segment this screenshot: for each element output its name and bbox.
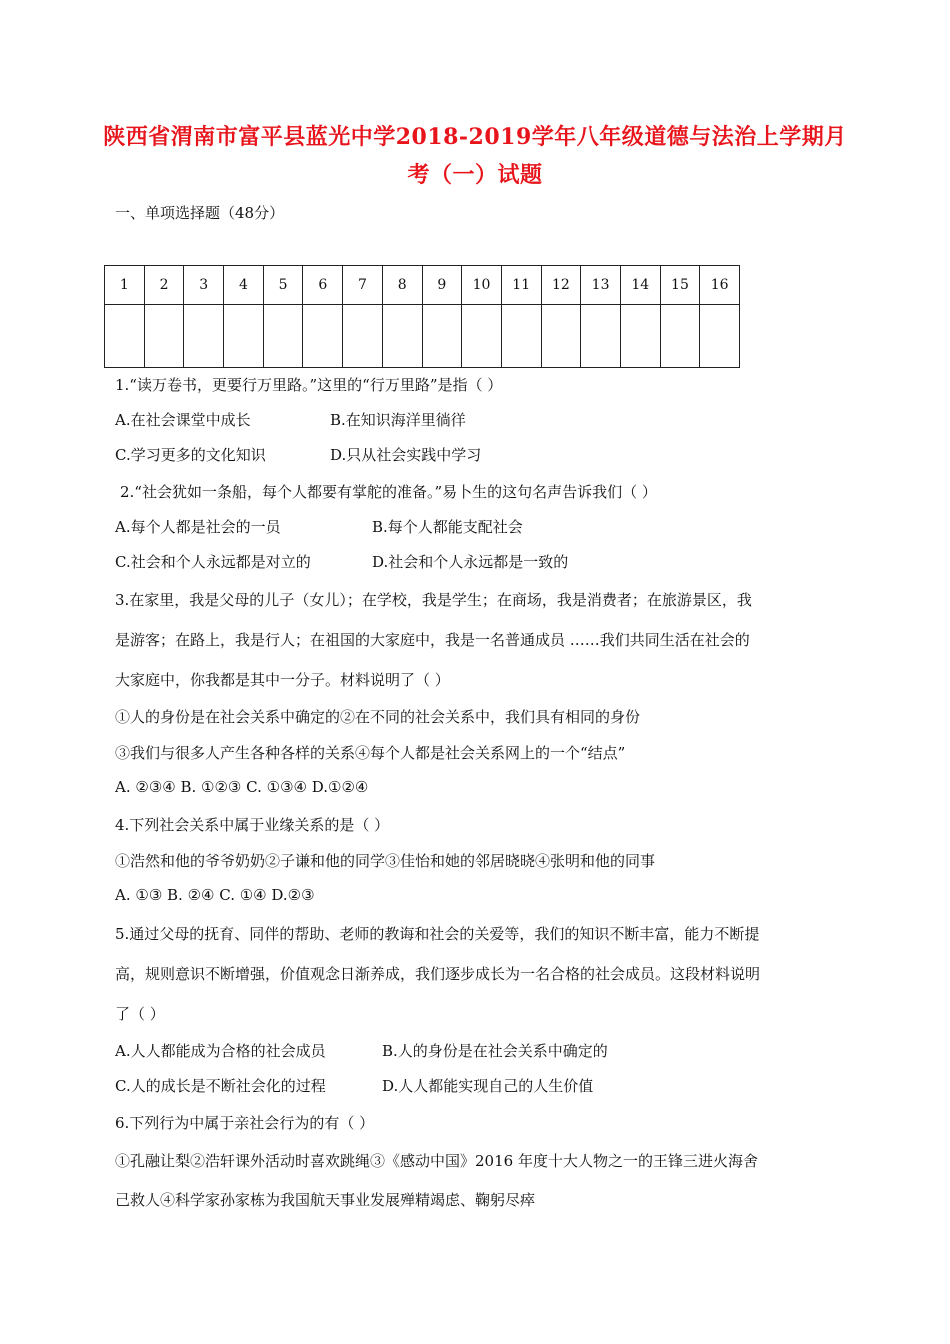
answer-number-cell: 14	[620, 266, 660, 305]
answer-table-blank-row	[105, 305, 740, 368]
answer-blank-cell[interactable]	[343, 305, 383, 368]
answer-number-cell: 9	[422, 266, 462, 305]
answer-number-cell: 11	[501, 266, 541, 305]
section-heading: 一、单项选择题（48分）	[115, 204, 285, 222]
question-3-statements-2: ③我们与很多人产生各种各样的关系④每个人都是社会关系网上的一个“结点”	[115, 744, 626, 762]
question-1-option-a: A.在社会课堂中成长	[115, 411, 251, 429]
question-2-option-a: A.每个人都是社会的一员	[115, 518, 281, 536]
question-1-option-d: D.只从社会实践中学习	[330, 446, 482, 464]
answer-number-cell: 12	[541, 266, 581, 305]
question-1-option-b: B.在知识海洋里徜徉	[330, 411, 466, 429]
answer-number-cell: 6	[303, 266, 343, 305]
answer-number-cell: 16	[700, 266, 740, 305]
exam-title-line-2: 考（一）试题	[407, 162, 543, 188]
answer-number-cell: 13	[581, 266, 621, 305]
answer-blank-cell[interactable]	[501, 305, 541, 368]
question-3-stem-line-2: 是游客；在路上，我是行人；在祖国的大家庭中，我是一名普通成员 ……我们共同生活在社会的	[115, 631, 750, 649]
answer-number-cell: 3	[184, 266, 224, 305]
answer-blank-cell[interactable]	[303, 305, 343, 368]
question-3-options: A. ②③④ B. ①②③ C. ①③④ D.①②④	[115, 778, 369, 796]
answer-number-cell: 4	[224, 266, 264, 305]
question-6-statements-2: 己救人④科学家孙家栋为我国航天事业发展殚精竭虑、鞠躬尽瘁	[115, 1191, 536, 1209]
answer-blank-cell[interactable]	[660, 305, 700, 368]
answer-table	[104, 265, 740, 368]
question-5-option-d: D.人人都能实现自己的人生价值	[382, 1077, 594, 1095]
question-2-option-b: B.每个人都能支配社会	[372, 518, 523, 536]
question-3-statements-1: ①人的身份是在社会关系中确定的②在不同的社会关系中，我们具有相同的身份	[115, 708, 641, 726]
question-1-stem: 1.“读万卷书，更要行万里路。”这里的“行万里路”是指（ ）	[115, 376, 503, 394]
question-2-option-c: C.社会和个人永远都是对立的	[115, 553, 311, 571]
answer-number-cell: 8	[382, 266, 422, 305]
question-3-stem-line-3: 大家庭中，你我都是其中一分子。材料说明了（ ）	[115, 671, 450, 689]
answer-blank-cell[interactable]	[581, 305, 621, 368]
question-4-stem: 4.下列社会关系中属于业缘关系的是（ ）	[115, 816, 390, 834]
question-5-stem-line-1: 5.通过父母的抚育、同伴的帮助、老师的教诲和社会的关爱等，我们的知识不断丰富，能力不断提	[115, 925, 760, 943]
answer-number-cell: 10	[462, 266, 502, 305]
question-5-stem-line-2: 高，规则意识不断增强，价值观念日渐养成，我们逐步成长为一名合格的社会成员。这段材料说明	[115, 965, 761, 983]
question-2-stem: 2.“社会犹如一条船，每个人都要有掌舵的准备。”易卜生的这句名声告诉我们（ ）	[120, 483, 657, 501]
answer-number-cell: 1	[105, 266, 145, 305]
answer-number-cell: 5	[263, 266, 303, 305]
question-6-stem: 6.下列行为中属于亲社会行为的有（ ）	[115, 1114, 375, 1132]
answer-number-cell: 15	[660, 266, 700, 305]
exam-title-line-1: 陕西省渭南市富平县蓝光中学2018-2019学年八年级道德与法治上学期月	[103, 124, 847, 150]
answer-blank-cell[interactable]	[144, 305, 184, 368]
answer-blank-cell[interactable]	[462, 305, 502, 368]
answer-blank-cell[interactable]	[422, 305, 462, 368]
question-3-stem-line-1: 3.在家里，我是父母的儿子（女儿）；在学校，我是学生；在商场，我是消费者；在旅游景区，我	[115, 591, 752, 609]
question-5-option-c: C.人的成长是不断社会化的过程	[115, 1077, 326, 1095]
answer-blank-cell[interactable]	[620, 305, 660, 368]
question-4-options: A. ①③ B. ②④ C. ①④ D.②③	[115, 886, 315, 904]
question-5-option-a: A.人人都能成为合格的社会成员	[115, 1042, 326, 1060]
answer-number-cell: 2	[144, 266, 184, 305]
answer-table-number-row	[105, 266, 740, 305]
question-2-option-d: D.社会和个人永远都是一致的	[372, 553, 569, 571]
question-4-statements: ①浩然和他的爷爷奶奶②子谦和他的同学③佳怡和她的邻居晓晓④张明和他的同事	[115, 852, 656, 870]
answer-blank-cell[interactable]	[700, 305, 740, 368]
answer-blank-cell[interactable]	[263, 305, 303, 368]
answer-blank-cell[interactable]	[541, 305, 581, 368]
answer-blank-cell[interactable]	[184, 305, 224, 368]
answer-blank-cell[interactable]	[224, 305, 264, 368]
question-5-option-b: B.人的身份是在社会关系中确定的	[382, 1042, 608, 1060]
answer-blank-cell[interactable]	[382, 305, 422, 368]
answer-number-cell: 7	[343, 266, 383, 305]
answer-blank-cell[interactable]	[105, 305, 145, 368]
question-5-stem-line-3: 了（ ）	[115, 1005, 165, 1023]
question-6-statements-1: ①孔融让梨②浩轩课外活动时喜欢跳绳③《感动中国》2016 年度十大人物之一的王锋三进火海舍	[115, 1152, 758, 1170]
question-1-option-c: C.学习更多的文化知识	[115, 446, 266, 464]
